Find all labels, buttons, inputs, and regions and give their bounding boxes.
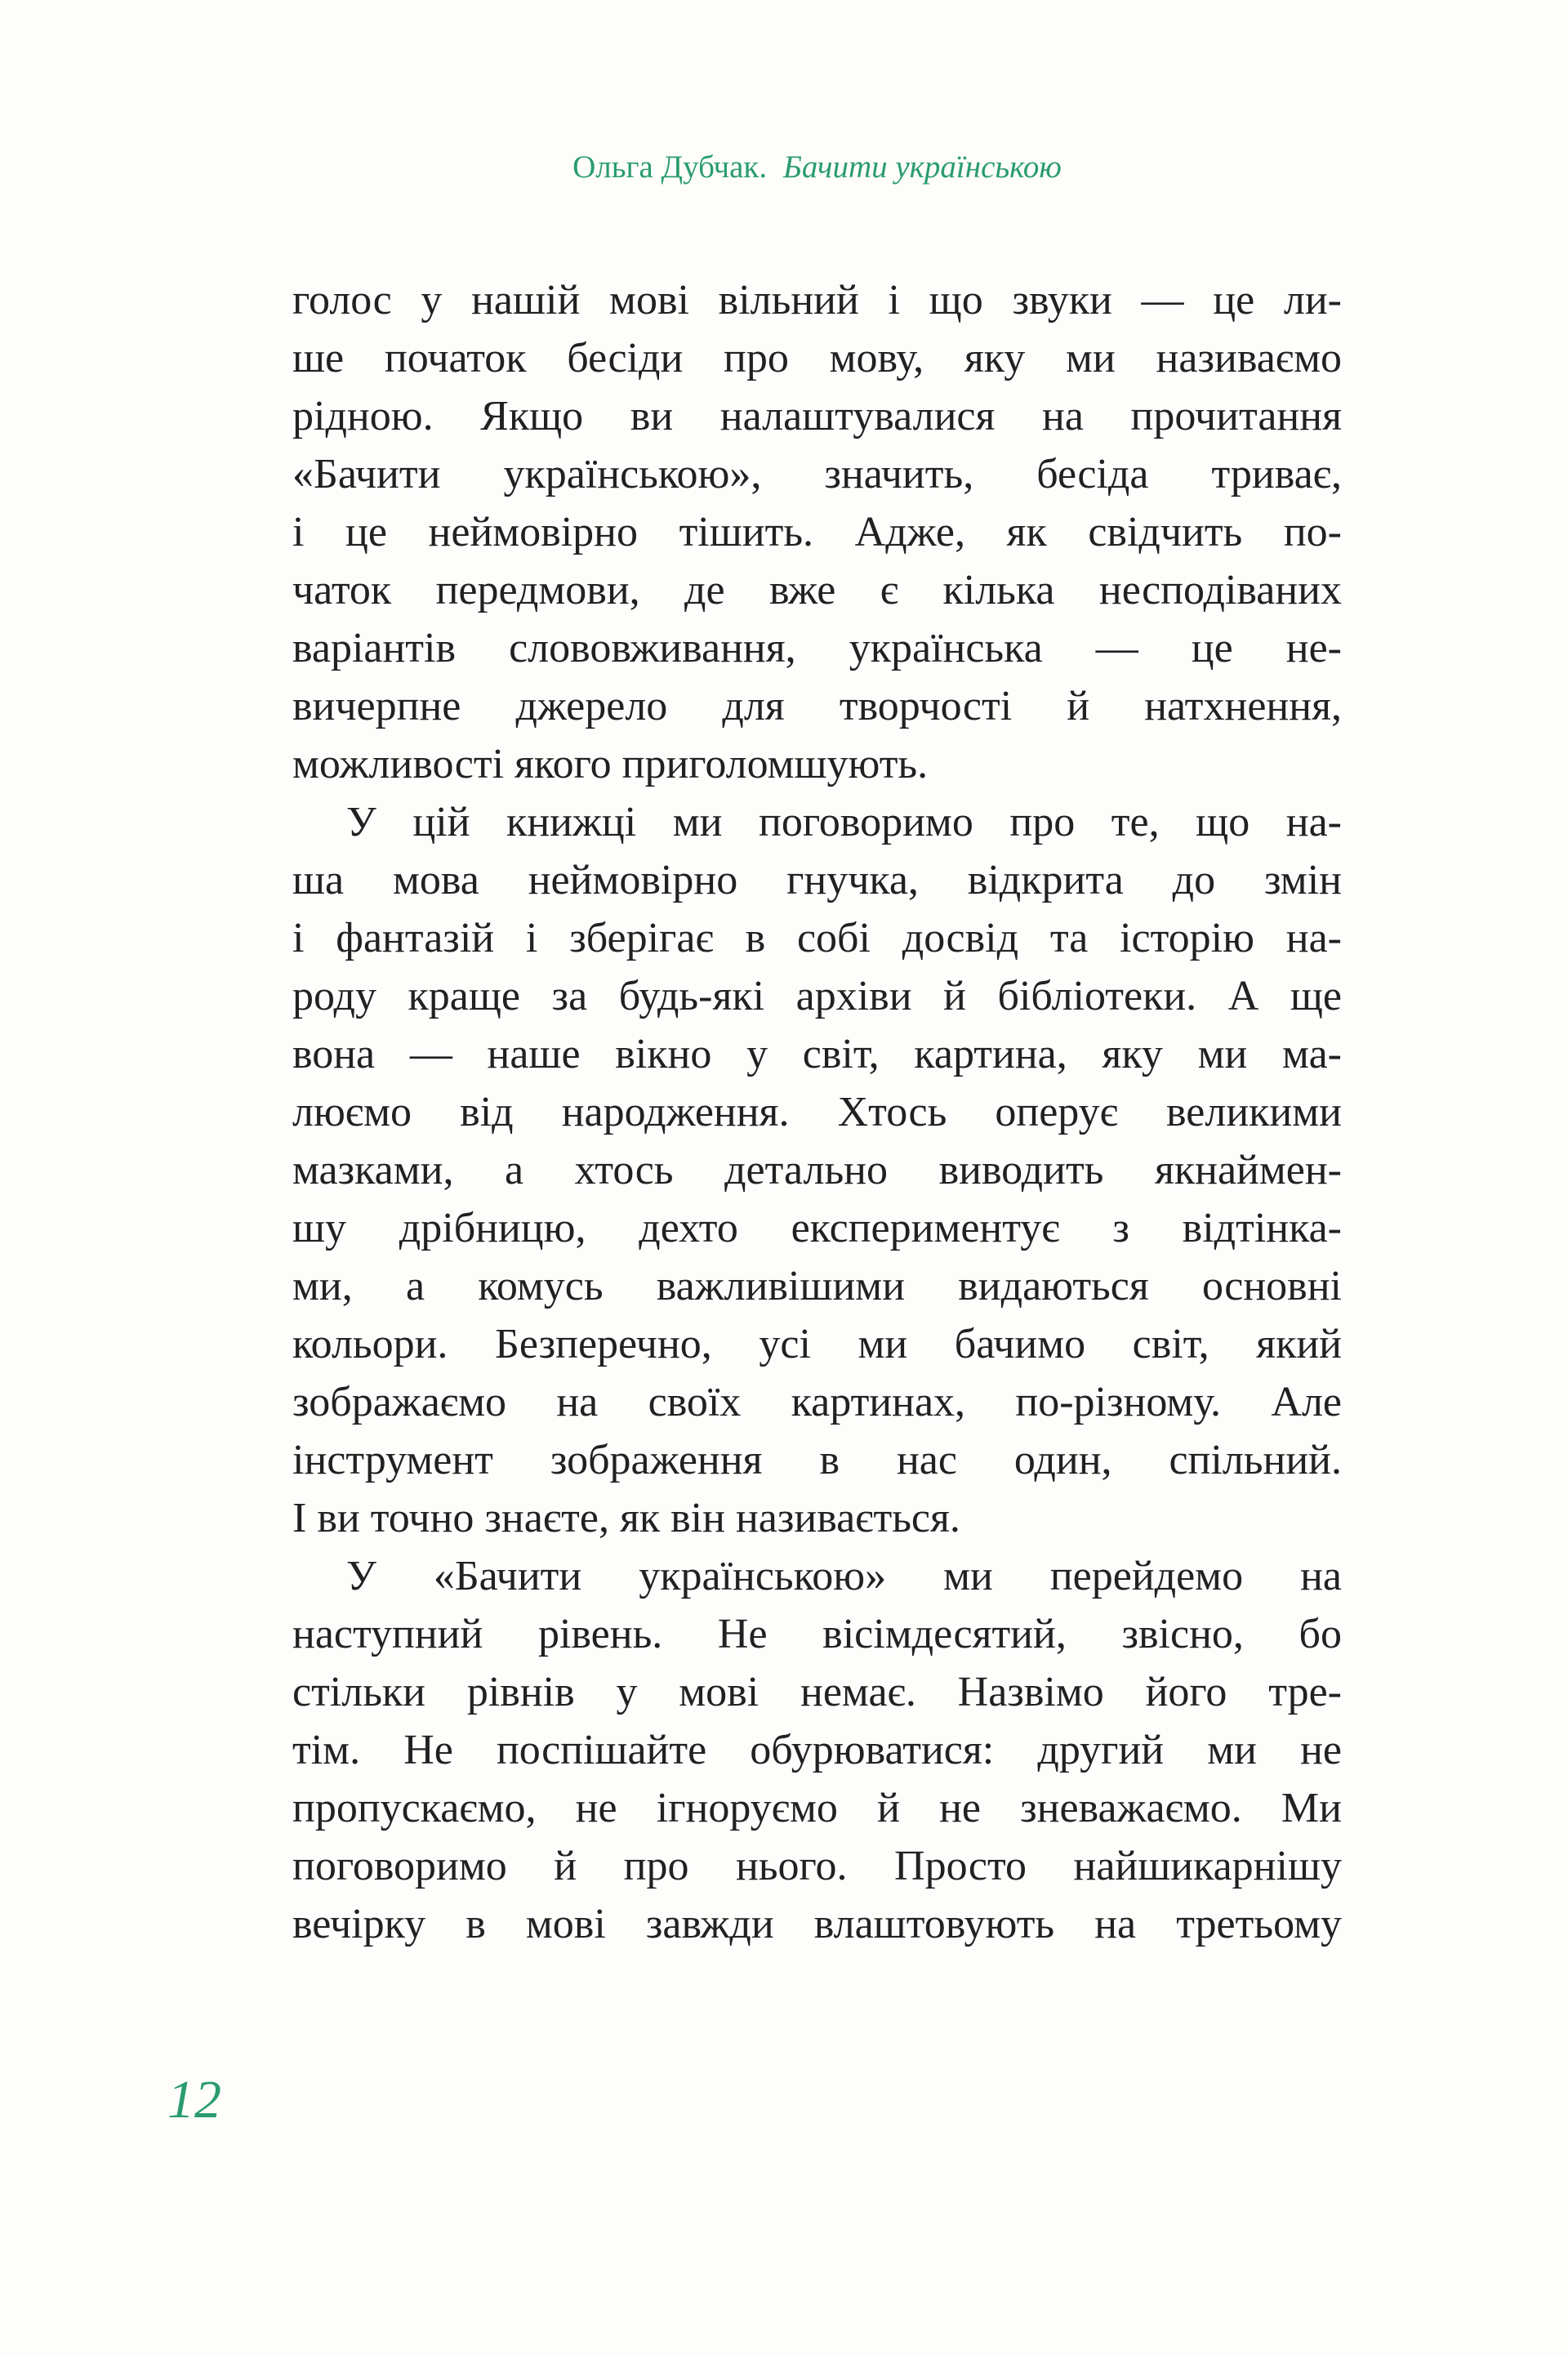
text-line: У цій книжці ми поговоримо про те, що на- [346, 799, 1342, 845]
text-line: І ви точно знаєте, як він називається. [292, 1495, 960, 1541]
page-number: 12 [167, 2070, 221, 2130]
header-book-title: Бачити українською [782, 149, 1062, 185]
text-line: голос у нашій мові вільний і що звуки — це ли- [292, 277, 1342, 323]
text-line: наступний рівень. Не вісімдесятий, звісно, бо [292, 1611, 1342, 1657]
text-line: мазками, а хтось детально виводить якнаймен- [292, 1147, 1342, 1193]
text-line: вона — наше вікно у світ, картина, яку ми ма- [292, 1031, 1342, 1077]
text-line: ше початок бесіди про мову, яку ми називаємо [292, 335, 1342, 381]
text-line: варіантів слововживання, українська — це не- [292, 625, 1342, 671]
text-line: інструмент зображення в нас один, спільний. [292, 1437, 1342, 1483]
paragraph [292, 1547, 1342, 1953]
text-line: шу дрібницю, дехто експериментує з відтінка- [292, 1205, 1342, 1251]
text-line: ми, а комусь важливішими видаються основні [292, 1263, 1342, 1309]
running-header [292, 149, 1342, 186]
text-line: пропускаємо, не ігноруємо й не зневажаємо. Ми [292, 1785, 1342, 1831]
paragraph [292, 793, 1342, 1547]
body-text-block [292, 271, 1342, 1953]
text-line: тім. Не поспішайте обурюватися: другий ми не [292, 1727, 1342, 1773]
text-line: зображаємо на своїх картинах, по-різному. Але [292, 1379, 1342, 1425]
text-line: вечірку в мові завжди влаштовують на третьому [292, 1901, 1342, 1947]
text-line: У «Бачити українською» ми перейдемо на [346, 1553, 1342, 1599]
text-line: роду краще за будь-які архіви й бібліотеки. А ще [292, 973, 1342, 1019]
text-line: кольори. Безперечно, усі ми бачимо світ, який [292, 1321, 1342, 1367]
text-line: і це неймовірно тішить. Адже, як свідчить по- [292, 509, 1342, 555]
text-line: чаток передмови, де вже є кілька несподіваних [292, 567, 1342, 613]
paragraph [292, 271, 1342, 793]
text-line: «Бачити українською», значить, бесіда триває, [292, 451, 1342, 497]
text-line: стільки рівнів у мові немає. Назвімо його тре- [292, 1669, 1342, 1715]
text-line: вичерпне джерело для творчості й натхнення, [292, 683, 1342, 729]
text-line: люємо від народження. Хтось оперує великими [292, 1089, 1342, 1135]
text-line: ша мова неймовірно гнучка, відкрита до змін [292, 857, 1342, 903]
text-line: і фантазій і зберігає в собі досвід та історію на- [292, 915, 1342, 961]
text-line: можливості якого приголомшують. [292, 741, 929, 787]
header-author: Ольга Дубчак. [572, 149, 768, 185]
text-line: поговоримо й про нього. Просто найшикарнішу [292, 1843, 1342, 1889]
text-line: рідною. Якщо ви налаштувалися на прочитання [292, 393, 1342, 439]
